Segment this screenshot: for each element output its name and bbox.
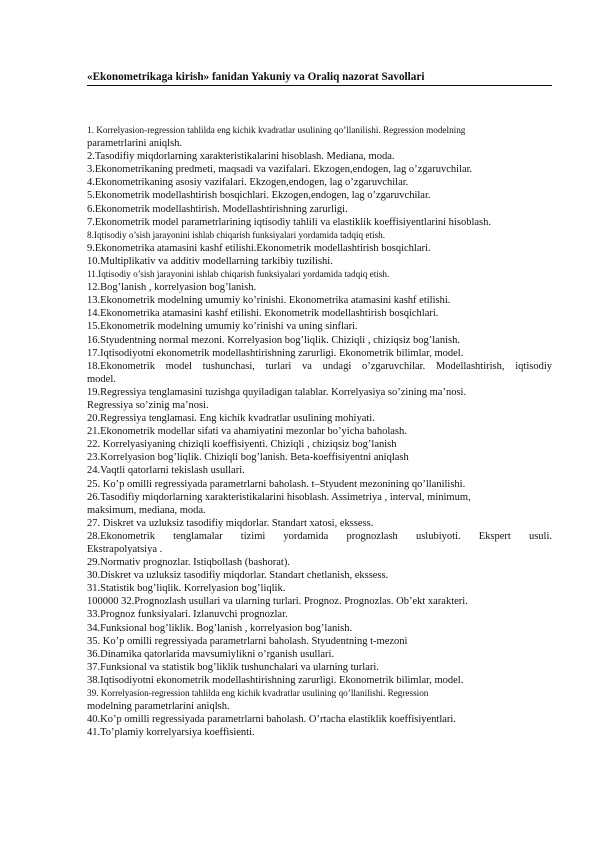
question-line: 6.Ekonometrik modellashtirish. Modellashtirishning zarurligi. xyxy=(87,203,348,215)
question-line: 24.Vaqtli qatorlarni tekislash usullari. xyxy=(87,465,245,477)
question-line: 18.Ekonometrik model tushunchasi, turlari va undagi o’zgaruvchilar. Modellashtirish, iqtisodiy xyxy=(87,360,552,372)
question-line: 30.Diskret va uzluksiz tasodifiy miqdorlar. Standart chetlanish, ekssess. xyxy=(87,570,389,582)
question-line: 11.Iqtisodiy o’sish jarayonini ishlab chiqarish funksiyalari yordamida tadqiq etish. xyxy=(87,269,390,280)
question-line: 9.Ekonometrika atamasini kashf etilishi.Ekonometrik modellashtirish bosqichlari. xyxy=(87,242,431,254)
document-title: «Ekonometrikaga kirish» fanidan Yakuniy va Oraliq nazorat Savollari xyxy=(87,71,552,86)
question-line: 38.Iqtisodiyotni ekonometrik modellashtirishning zarurligi. Ekonometrik bilimlar, model. xyxy=(87,674,464,686)
question-line: 14.Ekonometrika atamasini kashf etilishi. Ekonometrik modellashtirish bosqichlari. xyxy=(87,308,439,320)
question-line: maksimum, mediana, moda. xyxy=(87,504,206,516)
question-line: 3.Ekonometrikaning predmeti, maqsadi va vazifalari. Ekzogen,endogen, lag o’zgaruvchilar. xyxy=(87,164,473,176)
question-line: 12.Bog’lanish , korrelyasion bog’lanish. xyxy=(87,282,257,294)
question-line: 10.Multiplikativ va additiv modellarning tarkibiy tuzilishi. xyxy=(87,255,333,267)
question-line: 26.Tasodifiy miqdorlarning xarakteristikalarini hisoblash. Assimetriya , interval, minimum, xyxy=(87,491,471,503)
question-line: Regressiya so’zinig ma’nosi. xyxy=(87,399,209,411)
question-line: 36.Dinamika qatorlarida mavsumiylikni o’rganish usullari. xyxy=(87,648,335,660)
question-line: Ekstrapolyatsiya . xyxy=(87,544,163,555)
question-line: 15.Ekonometrik modelning umumiy ko’rinishi va uning sinflari. xyxy=(87,321,358,333)
question-line: 29.Normativ prognozlar. Istiqbollash (bashorat). xyxy=(87,557,290,569)
question-line: 39. Korrelyasion-regression tahlilda eng kichik kvadratlar usulining qo’llanilishi. Regression xyxy=(87,688,429,699)
question-line: 17.Iqtisodiyotni ekonometrik modellashtirishning zarurligi. Ekonometrik bilimlar, model. xyxy=(87,347,464,359)
question-line: 1. Korrelyasion-regression tahlilda eng kichik kvadratlar usulining qo’llanilishi. Regression modelning xyxy=(87,125,466,135)
question-line: 34.Funksional bog’liklik. Bog’lanish , korrelyasion bog’lanish. xyxy=(87,622,353,634)
question-line: 31.Statistik bog’liqlik. Korrelyasion bog’liqlik. xyxy=(87,583,286,595)
question-line: parametrlarini aniqlsh. xyxy=(87,138,183,150)
question-line: 8.Iqtisodiy o’sish jarayonini ishlab chiqarish funksiyalari yordamida tadqiq etish. xyxy=(87,229,386,240)
question-line: 19.Regressiya tenglamasini tuzishga quyiladigan talablar. Korrelyasiya so’zining ma’nosi. xyxy=(87,386,467,398)
question-line: 37.Funksional va statistik bog’liklik tushunchalari va ularning turlari. xyxy=(87,661,379,673)
question-line: 21.Ekonometrik modellar sifati va ahamiyatini mezonlar bo’yicha baholash. xyxy=(87,426,407,438)
question-line: 20.Regressiya tenglamasi. Eng kichik kvadratlar usulining mohiyati. xyxy=(87,413,375,425)
question-line: 22. Korrelyasiyaning chiziqli koeffisiyenti. Chiziqli , chiziqsiz bog’lanish xyxy=(87,439,397,451)
question-line: 23.Korrelyasion bog’liqlik. Chiziqli bog’lanish. Beta-koeffisiyentni aniqlash xyxy=(87,452,409,464)
question-line: model. xyxy=(87,373,116,385)
question-list xyxy=(87,124,552,739)
question-line: 5.Ekonometrik modellashtirish bosqichlari. Ekzogen,endogen, lag o’zgaruvchilar. xyxy=(87,190,431,202)
question-line: 27. Diskret va uzluksiz tasodifiy miqdorlar. Standart xatosi, ekssess. xyxy=(87,517,374,529)
question-line: modelning parametrlarini aniqlsh. xyxy=(87,701,230,713)
question-line: 41.To’plamiy korrelyarsiya koeffisienti. xyxy=(87,727,255,739)
question-line: 16.Styudentning normal mezoni. Korrelyasion bog’liqlik. Chiziqli , chiziqsiz bog’lanish. xyxy=(87,334,460,346)
question-line: 4.Ekonometrikaning asosiy vazifalari. Ekzogen,endogen, lag o’zgaruvchilar. xyxy=(87,177,409,189)
question-line: 28.Ekonometrik tenglamalar tizimi yordamida prognozlash uslubiyoti. Ekspert usuli. xyxy=(87,530,552,542)
question-line: 40.Ko’p omilli regressiyada parametrlarni baholash. O’rtacha elastiklik koeffisiyentlari. xyxy=(87,714,456,726)
question-line: 7.Ekonometrik model parametrlarining iqtisodiy tahlili va elastiklik koeffisiyentlarini hisoblash. xyxy=(87,216,491,228)
question-line: 33.Prognoz funksiyalari. Izlanuvchi prognozlar. xyxy=(87,609,288,621)
question-line: 100000 32.Prognozlash usullari va ularning turlari. Prognoz. Prognozlas. Ob’ekt xarakteri. xyxy=(87,596,468,608)
question-line: 25. Ko’p omilli regressiyada parametrlarni baholash. t–Styudent mezonining qo’llanilishi. xyxy=(87,478,466,490)
question-line: 35. Ko’p omilli regressiyada parametrlarni baholash. Styudentning t-mezoni xyxy=(87,635,408,647)
question-line: 2.Tasodifiy miqdorlarning xarakteristikalarini hisoblash. Mediana, moda. xyxy=(87,151,395,163)
question-line: 13.Ekonometrik modelning umumiy ko’rinishi. Ekonometrika atamasini kashf etilishi. xyxy=(87,295,451,307)
